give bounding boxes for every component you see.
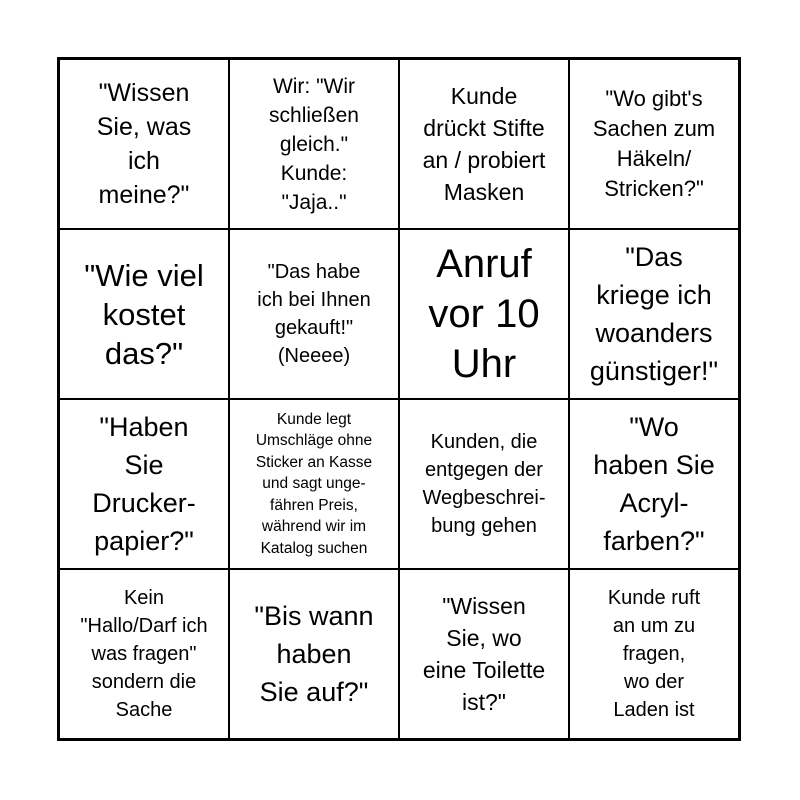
bingo-cell-text: Kunde legt Umschläge ohne Sticker an Kasse und sagt unge- fähren Preis, während wir im Katalog suchen bbox=[255, 410, 373, 557]
bingo-cell-8[interactable] bbox=[569, 229, 739, 399]
bingo-cell-text: "Das habe ich bei Ihnen gekauft!" (Neeee) bbox=[257, 261, 371, 367]
bingo-cell-text: "Wissen Sie, wo eine Toilette ist?" bbox=[422, 593, 546, 715]
bingo-cell-2[interactable] bbox=[229, 59, 399, 229]
bingo-cell-text: "Das kriege ich woanders günstiger!" bbox=[589, 242, 719, 386]
bingo-cell-15[interactable] bbox=[399, 569, 569, 739]
bingo-cell-6[interactable] bbox=[229, 229, 399, 399]
bingo-cell-5[interactable] bbox=[59, 229, 229, 399]
bingo-cell-text: "Wo gibt's Sachen zum Häkeln/ Stricken?" bbox=[592, 86, 716, 201]
bingo-cell-text: Wir: "Wir schließen gleich." Kunde: "Jaja.." bbox=[269, 74, 359, 214]
bingo-board bbox=[57, 57, 741, 741]
bingo-cell-text: Anruf vor 10 Uhr bbox=[428, 242, 540, 386]
bingo-cell-text: "Wie viel kostet das?" bbox=[84, 257, 204, 371]
bingo-cell-text: Kunde ruft an um zu fragen, wo der Laden ist bbox=[607, 587, 701, 721]
bingo-cell-10[interactable] bbox=[229, 399, 399, 569]
bingo-cell-text: "Wo haben Sie Acryl- farben?" bbox=[593, 412, 715, 556]
bingo-cell-12[interactable] bbox=[569, 399, 739, 569]
bingo-cell-text: Kunde drückt Stifte an / probiert Masken bbox=[422, 83, 546, 205]
bingo-cell-9[interactable] bbox=[59, 399, 229, 569]
bingo-cell-4[interactable] bbox=[569, 59, 739, 229]
bingo-cell-text: Kein "Hallo/Darf ich was fragen" sondern die Sache bbox=[80, 587, 208, 721]
bingo-cell-7[interactable] bbox=[399, 229, 569, 399]
bingo-cell-1[interactable] bbox=[59, 59, 229, 229]
bingo-cell-14[interactable] bbox=[229, 569, 399, 739]
bingo-cell-text: "Haben Sie Drucker- papier?" bbox=[92, 412, 196, 556]
bingo-cell-11[interactable] bbox=[399, 399, 569, 569]
bingo-cell-text: "Bis wann haben Sie auf?" bbox=[254, 601, 374, 707]
bingo-cell-13[interactable] bbox=[59, 569, 229, 739]
bingo-cell-text: "Wissen Sie, was ich meine?" bbox=[96, 79, 192, 209]
bingo-cell-text: Kunden, die entgegen der Wegbeschrei- bung gehen bbox=[422, 431, 546, 537]
bingo-cell-3[interactable] bbox=[399, 59, 569, 229]
bingo-cell-16[interactable] bbox=[569, 569, 739, 739]
